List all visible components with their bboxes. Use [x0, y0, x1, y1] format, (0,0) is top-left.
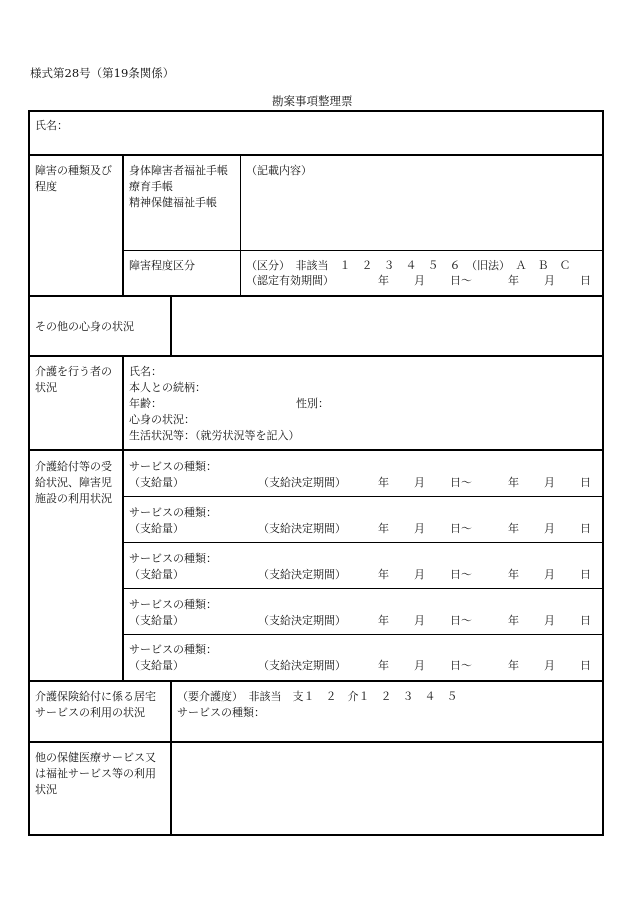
- notebook-type: 身体障害者福祉手帳: [129, 164, 228, 177]
- period-day: 日: [580, 476, 591, 489]
- period-day-from: 日～: [450, 659, 472, 672]
- period-year: 年: [378, 522, 389, 535]
- period-day-from: 日～: [450, 614, 472, 627]
- period-day: 日: [580, 568, 591, 581]
- period-month: 月: [414, 659, 425, 672]
- notebook-type: 精神保健福祉手帳: [129, 196, 217, 209]
- period-day-from: 日～: [450, 476, 472, 489]
- period-year: 年: [508, 522, 519, 535]
- other-services-label: 他の保健医療サービス又: [35, 751, 156, 764]
- other-condition-label: その他の心身の状況: [35, 320, 134, 333]
- caregiver-name: 氏名：: [129, 365, 162, 378]
- caregiver-condition: 心身の状況：: [129, 413, 195, 426]
- care-level-line: （要介護度） 非該当 支１ ２ 介１ ２ ３ ４ ５: [177, 690, 458, 703]
- benefits-label: 給状況、障害児: [35, 476, 112, 489]
- period-day: 日: [580, 522, 591, 535]
- form-number: 様式第28号（第19条関係）: [30, 66, 175, 80]
- notebook-type: 療育手帳: [129, 180, 173, 193]
- description-label: （記載内容）: [246, 164, 312, 177]
- supply-amount: （支給量）: [129, 614, 184, 627]
- caregiver-relation: 本人との続柄：: [129, 381, 206, 394]
- degree-label: 障害程度区分: [129, 259, 195, 272]
- period-month: 月: [414, 568, 425, 581]
- caregiver-label: 介護を行う者の: [35, 365, 112, 378]
- period-day-from: 日～: [450, 568, 472, 581]
- name-label: 氏名：: [35, 119, 68, 132]
- benefits-label: 介護給付等の受: [35, 460, 112, 473]
- other-services-label: 状況: [35, 783, 57, 796]
- service-type: サービスの種類：: [129, 506, 217, 519]
- decision-period: （支給決定期間）: [258, 659, 346, 672]
- supply-amount: （支給量）: [129, 522, 184, 535]
- period-month: 月: [544, 476, 555, 489]
- period-year: 年: [508, 659, 519, 672]
- period-month: 月: [544, 614, 555, 627]
- service-type: サービスの種類：: [129, 552, 217, 565]
- period-year: 年: [508, 614, 519, 627]
- caregiver-living: 生活状況等：（就労状況等を記入）: [129, 429, 300, 442]
- division-line: （区分） 非該当 １ ２ ３ ４ ５ ６ （旧法） Ａ Ｂ Ｃ: [246, 259, 571, 272]
- decision-period: （支給決定期間）: [258, 522, 346, 535]
- period-month: 月: [544, 522, 555, 535]
- caregiver-age: 年齢：: [129, 397, 162, 410]
- period-month: 月: [414, 614, 425, 627]
- decision-period: （支給決定期間）: [258, 568, 346, 581]
- service-type: サービスの種類：: [129, 598, 217, 611]
- validity-year: 年: [508, 274, 519, 287]
- period-year: 年: [378, 614, 389, 627]
- disability-label: 障害の種類及び: [35, 164, 112, 177]
- period-year: 年: [508, 568, 519, 581]
- validity-year: 年: [378, 274, 389, 287]
- validity-month: 月: [414, 274, 425, 287]
- care-insurance-label: 介護保険給付に係る居宅: [35, 690, 156, 703]
- period-year: 年: [508, 476, 519, 489]
- period-year: 年: [378, 568, 389, 581]
- period-month: 月: [414, 522, 425, 535]
- validity-label: （認定有効期間）: [246, 274, 334, 287]
- period-day-from: 日～: [450, 522, 472, 535]
- care-service-type: サービスの種類：: [177, 706, 265, 719]
- caregiver-label: 状況: [35, 381, 57, 394]
- care-insurance-label: サービスの利用の状況: [35, 706, 145, 719]
- other-services-label: は福祉サービス等の利用: [35, 767, 156, 780]
- period-month: 月: [544, 659, 555, 672]
- period-month: 月: [414, 476, 425, 489]
- period-month: 月: [544, 568, 555, 581]
- supply-amount: （支給量）: [129, 659, 184, 672]
- validity-month: 月: [544, 274, 555, 287]
- service-type: サービスの種類：: [129, 460, 217, 473]
- decision-period: （支給決定期間）: [258, 476, 346, 489]
- period-year: 年: [378, 476, 389, 489]
- period-year: 年: [378, 659, 389, 672]
- period-day: 日: [580, 614, 591, 627]
- disability-label: 程度: [35, 180, 57, 193]
- supply-amount: （支給量）: [129, 476, 184, 489]
- caregiver-gender: 性別：: [296, 397, 329, 410]
- benefits-label: 施設の利用状況: [35, 492, 112, 505]
- supply-amount: （支給量）: [129, 568, 184, 581]
- form-title: 勘案事項整理票: [272, 94, 353, 108]
- period-day: 日: [580, 659, 591, 672]
- service-type: サービスの種類：: [129, 643, 217, 656]
- decision-period: （支給決定期間）: [258, 614, 346, 627]
- validity-day-from: 日～: [450, 274, 472, 287]
- validity-day: 日: [580, 274, 591, 287]
